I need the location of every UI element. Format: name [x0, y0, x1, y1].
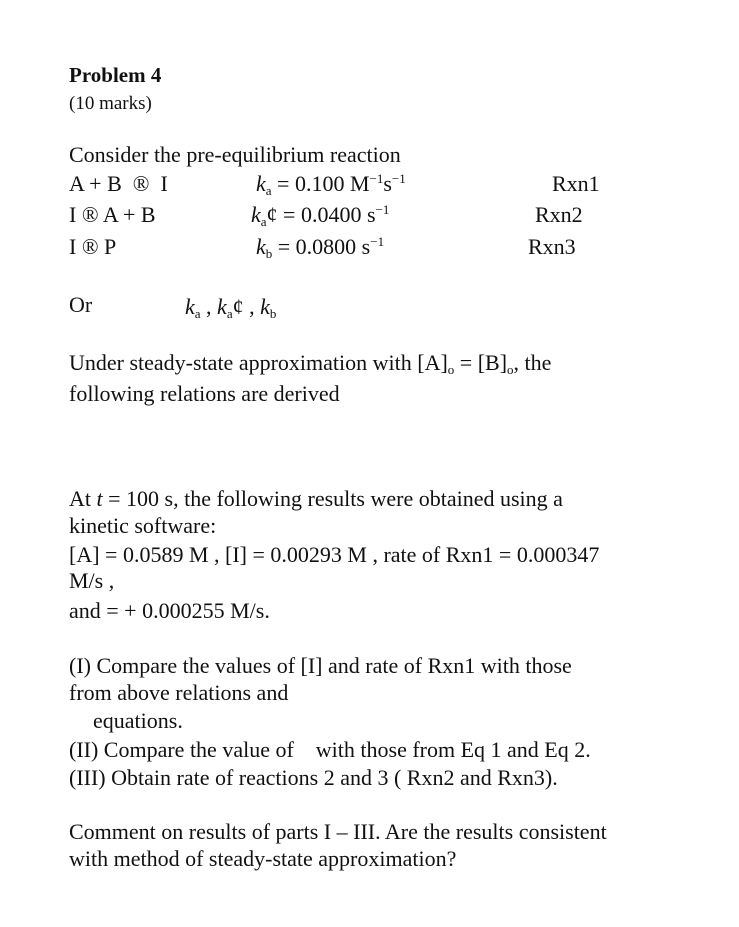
- unit-s: s: [383, 171, 392, 196]
- k-value: = 0.100 M: [271, 171, 370, 196]
- or-label: Or: [69, 292, 93, 317]
- reaction-1-rate-constant: [256, 170, 406, 197]
- reaction-3-label: Rxn3: [528, 234, 576, 259]
- page-title: Problem 4: [69, 63, 162, 87]
- k-symbol: k: [256, 171, 266, 196]
- reaction-2-equation: I ® A + B: [69, 202, 156, 227]
- text-run: , the: [513, 350, 552, 375]
- k-subscript: a: [194, 306, 201, 321]
- intro-text: Consider the pre-equilibrium reaction: [69, 142, 401, 167]
- reaction-1-equation: A + B ® I: [69, 171, 168, 196]
- k-subscript: a: [265, 183, 272, 198]
- text-run: Under steady-state approximation with [A]: [69, 350, 448, 375]
- text-run: At: [69, 486, 97, 511]
- k-symbol: k: [251, 202, 261, 227]
- unit-exponent: −1: [391, 171, 406, 186]
- question-3: (III) Obtain rate of reactions 2 and 3 ( Rxn2 and Rxn3).: [69, 765, 558, 790]
- subscript-o: o: [447, 362, 455, 377]
- unit-exponent: −1: [369, 171, 384, 186]
- k-subscript: a: [260, 214, 267, 229]
- k-symbol: k: [260, 294, 270, 319]
- k-subscript: b: [265, 246, 273, 261]
- separator: ,: [200, 294, 218, 319]
- question-1-line-1: (I) Compare the values of [I] and rate of Rxn1 with those: [69, 653, 572, 678]
- k-symbol: k: [185, 294, 195, 319]
- comment-line-1: Comment on results of parts I – III. Are the results consistent: [69, 819, 607, 844]
- unit-exponent: −1: [375, 202, 390, 217]
- reaction-2-label: Rxn2: [535, 202, 583, 227]
- reaction-1-label: Rxn1: [552, 171, 600, 196]
- k-symbol: k: [256, 234, 266, 259]
- question-1-line-3: equations.: [93, 708, 183, 733]
- marks-label: (10 marks): [69, 93, 152, 114]
- steady-state-line-2: following relations are derived: [69, 381, 340, 406]
- t-symbol: t: [96, 486, 103, 511]
- results-line-2: kinetic software:: [69, 513, 217, 538]
- results-line-5: and = + 0.000255 M/s.: [69, 598, 270, 623]
- k-subscript: b: [269, 306, 277, 321]
- text-run: = [B]: [454, 350, 508, 375]
- subscript-o: o: [507, 362, 514, 377]
- reaction-2-rate-constant: [251, 201, 389, 228]
- reaction-3-rate-constant: [256, 233, 384, 260]
- unit-exponent: −1: [370, 234, 385, 249]
- results-line-4: M/s ,: [69, 568, 115, 593]
- results-line-1: [69, 485, 563, 512]
- text-run: = 100 s, the following results were obtained using a: [102, 486, 563, 511]
- reaction-3-equation: I ® P: [69, 234, 117, 259]
- separator: ,: [243, 294, 261, 319]
- results-line-3: [A] = 0.0589 M , [I] = 0.00293 M , rate of Rxn1 = 0.000347: [69, 542, 600, 567]
- k-symbol: k: [217, 294, 227, 319]
- k-value: = 0.0800 s: [272, 234, 371, 259]
- question-1-line-2: from above relations and: [69, 680, 289, 705]
- steady-state-line-1: [69, 349, 551, 376]
- rate-constant-list: [185, 293, 276, 320]
- question-2: (II) Compare the value of with those from Eq 1 and Eq 2.: [69, 737, 591, 762]
- k-prime-glyph: ¢: [266, 202, 278, 227]
- k-value: = 0.0400 s: [277, 202, 376, 227]
- comment-line-2: with method of steady-state approximation?: [69, 846, 457, 871]
- k-subscript: a: [226, 306, 233, 321]
- k-prime-glyph: ¢: [232, 294, 244, 319]
